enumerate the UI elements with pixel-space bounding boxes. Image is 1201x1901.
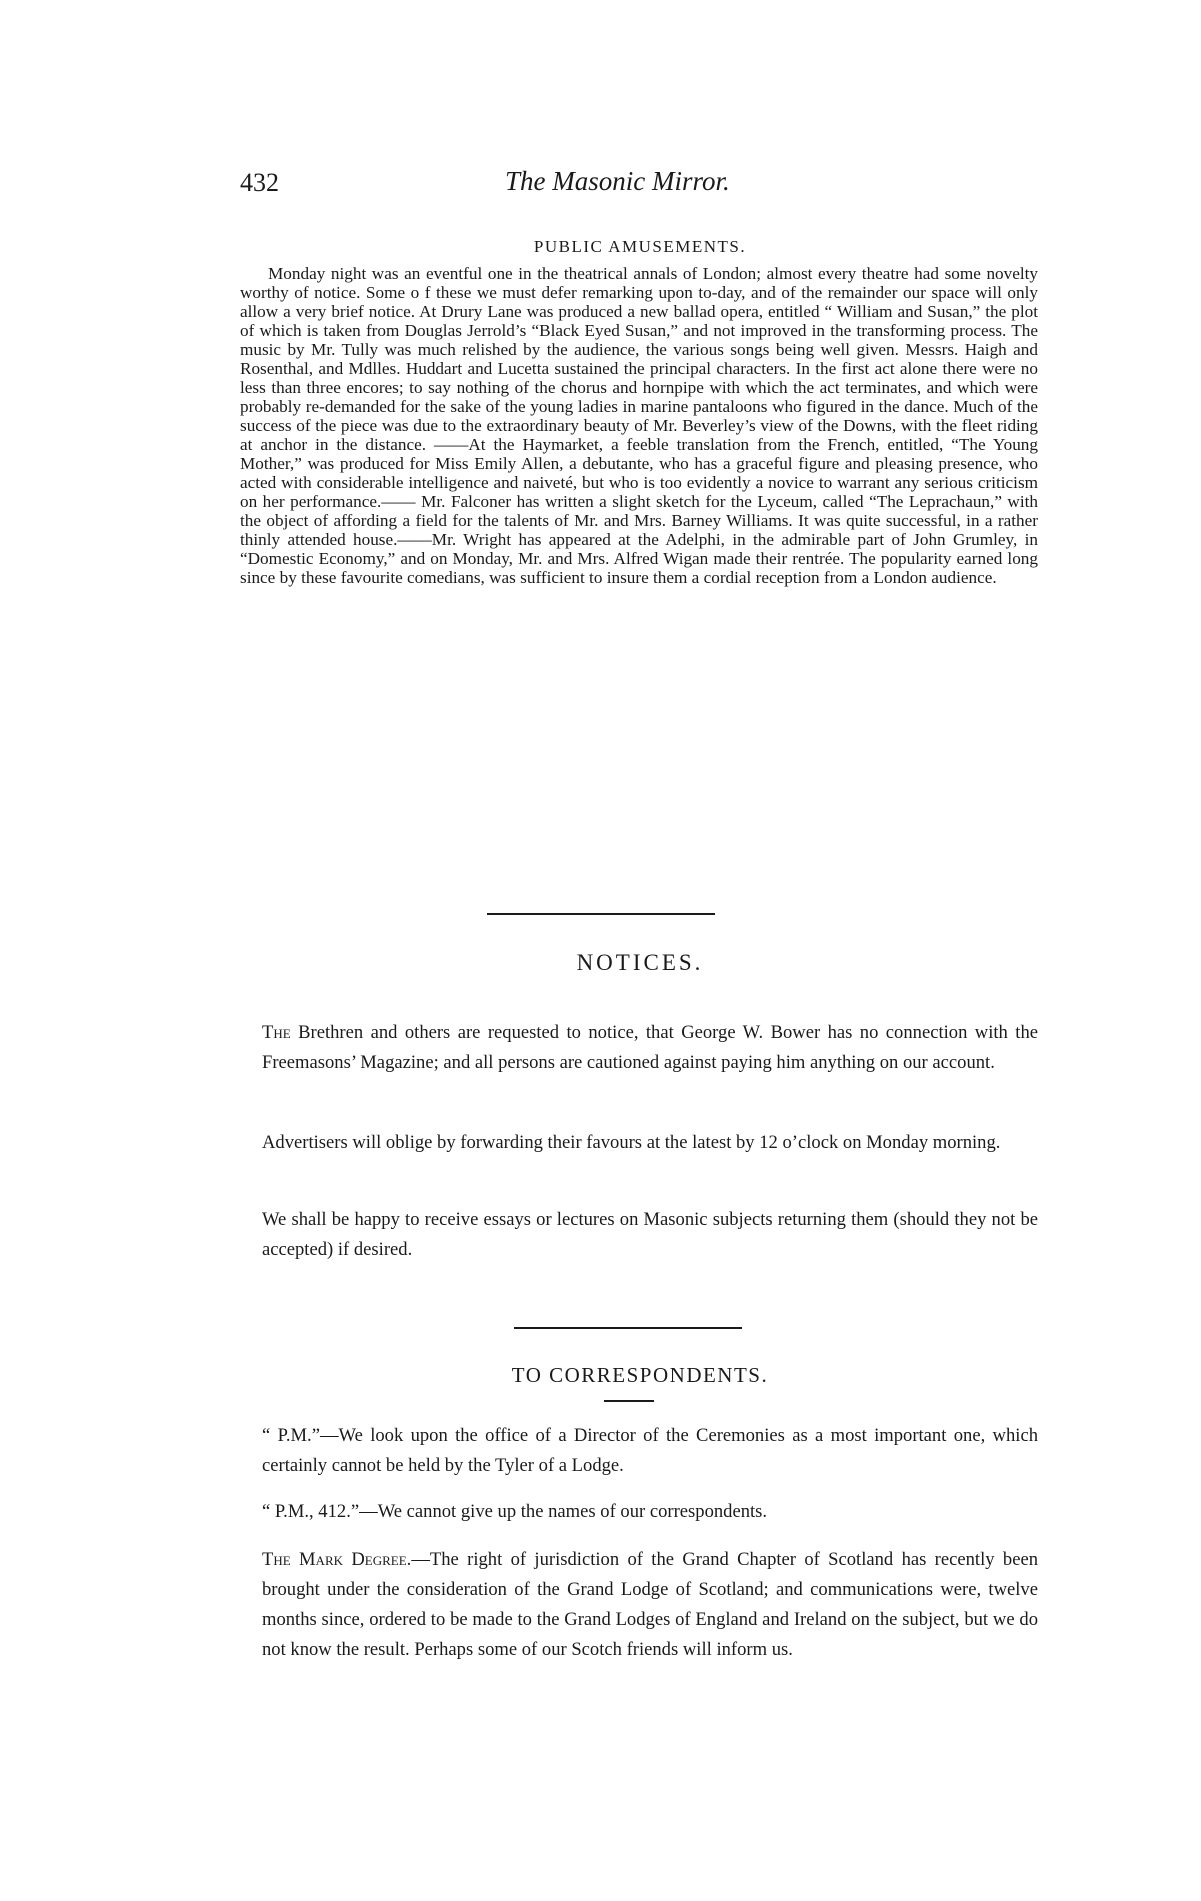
heading-underline [604, 1400, 654, 1402]
correspondents-heading: TO CORRESPONDENTS. [511, 1363, 769, 1387]
correspondents-paragraph-2: “ P.M., 412.”—We cannot give up the names of our correspondents. [262, 1501, 768, 1522]
public-amusements-heading: PUBLIC AMUSEMENTS. [533, 237, 747, 256]
notices-paragraph-2: Advertisers will oblige by forwarding their favours at the latest by 12 o’clock on Monday morning. [262, 1132, 1001, 1153]
notices-paragraph-3: We shall be happy to receive essays or lectures on Masonic subjects returning them (should they not be accepted) if desired. [262, 1209, 1038, 1260]
correspondents-paragraph-3-text: —The right of jurisdiction of the Grand Chapter of Scotland has recently been brought under the consideration of the Grand Lodge of Scotland; and communications were, twelve months since, ordered to be made to the Grand Lodges of England and Ireland on the subject, but we do not know the result. Perhaps some of our Scotch friends will inform us. [262, 1549, 1038, 1660]
public-amusements-body: Monday night was an eventful one in the theatrical annals of London; almost every theatre had some novelty worthy of notice. Some o f these we must defer remarking upon to-day, and of the remainder our space will only allow a very brief notice. At Drury Lane was produced a new ballad opera, entitled “ William and Susan,” the plot of which is taken from Douglas Jerrold’s “Black Eyed Susan,” and not improved in the transforming process. The music by Mr. Tully was much relished by the audience, the various songs being well given. Messrs. Haigh and Rosenthal, and Mdlles. Huddart and Lucetta sustained the principal characters. In the first act alone there were no less than three encores; to say nothing of the chorus and hornpipe with which the act terminates, and which were probably re-demanded for the sake of the young ladies in marine pantaloons who figured in the dance. Much of the success of the piece was due to the extraordinary beauty of Mr. Beverley’s view of the Downs, with the fleet riding at anchor in the distance. ——At the Haymarket, a feeble translation from the French, entitled, “The Young Mother,” was produced for Miss Emily Allen, a debutante, who has a graceful figure and pleasing presence, who acted with considerable intelligence and naiveté, but who is too evidently a novice to warrant any serious criticism on her performance.—— Mr. Falconer has written a slight sketch for the Lyceum, called “The Leprachaun,” with the object of affording a field for the talents of Mr. and Mrs. Barney Williams. It was quite successful, in a rather thinly attended house.——Mr. Wright has appeared at the Adelphi, in the admirable part of John Grumley, in “Domestic Economy,” and on Monday, Mr. and Mrs. Alfred Wigan made their rentrée. The popularity earned long since by these favourite comedians, was sufficient to insure them a cordial reception from a London audience. [240, 264, 1038, 587]
correspondents-paragraph-3-lead: The Mark Degree. [262, 1549, 412, 1570]
notices-paragraph-1-lead: The [262, 1022, 291, 1043]
notices-paragraph-1 [262, 1018, 1038, 1078]
section-divider-1 [487, 913, 715, 915]
notices-heading: NOTICES. [576, 950, 704, 975]
correspondents-paragraph-3 [262, 1545, 1038, 1665]
running-title: The Masonic Mirror. [505, 166, 730, 196]
notices-paragraph-1-text: Brethren and others are requested to notice, that George W. Bower has no connection with the Freemasons’ Magazine; and all persons are cautioned against paying him anything on our account. [262, 1022, 1038, 1073]
correspondents-paragraph-1: “ P.M.”—We look upon the office of a Director of the Ceremonies as a most important one, which certainly cannot be held by the Tyler of a Lodge. [262, 1425, 1038, 1476]
section-divider-2 [514, 1327, 742, 1329]
page-number: 432 [240, 168, 279, 197]
